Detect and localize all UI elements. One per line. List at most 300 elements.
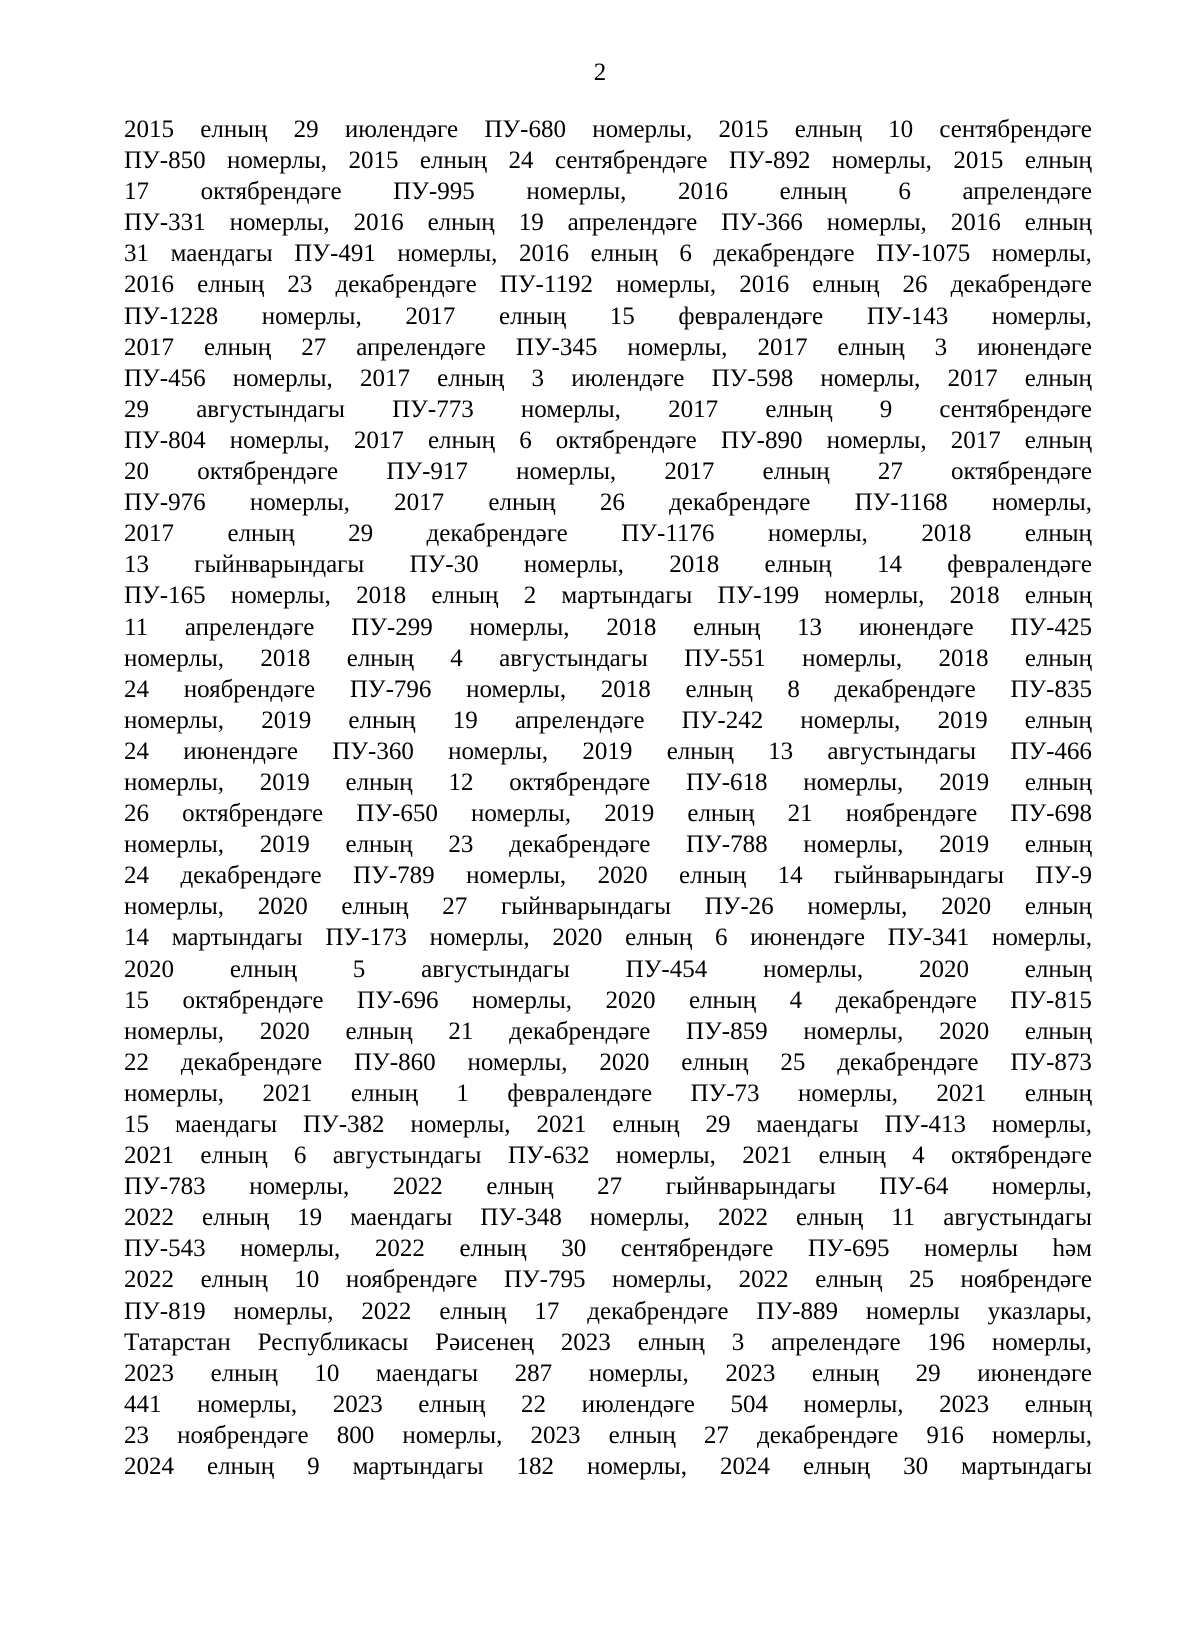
word: елның — [1024, 706, 1092, 734]
word: декабрендәге — [180, 1048, 323, 1076]
word: елның — [1024, 520, 1092, 548]
word: 2022 — [392, 1173, 443, 1201]
text-line — [124, 114, 1092, 145]
word: декабрендәге — [713, 240, 855, 268]
word: номерлы, — [448, 737, 549, 765]
word: 20 — [124, 458, 149, 486]
word: елның — [765, 395, 833, 423]
word: ПУ-299 — [351, 613, 433, 641]
word: ПУ-73 — [690, 1079, 760, 1107]
text-line — [124, 580, 1092, 611]
word: сентябрендәге — [554, 147, 708, 175]
word: номерлы, — [803, 1017, 904, 1045]
word: 24 — [124, 737, 149, 765]
word: номерлы — [924, 1235, 1018, 1263]
word: маендагы — [756, 1111, 859, 1138]
word: 2019 — [582, 737, 633, 765]
word: ПУ-696 — [356, 986, 439, 1014]
word: елның — [1024, 955, 1092, 983]
word: 2018 — [669, 551, 720, 579]
word: елның — [459, 1235, 527, 1263]
text-line — [124, 612, 1092, 643]
word: 6 — [293, 1142, 307, 1170]
word: елның — [612, 1111, 680, 1138]
word: ПУ-819 — [124, 1297, 206, 1325]
word: номерлы, — [991, 240, 1092, 268]
word: 13 — [768, 737, 794, 765]
word: 21 — [448, 1017, 474, 1045]
word: ПУ-242 — [681, 706, 764, 734]
word: номерлы, — [466, 675, 567, 703]
word: 2021 — [124, 1142, 174, 1170]
word: номерлы, — [233, 1297, 334, 1325]
word: 6 — [679, 240, 692, 268]
word: ПУ-348 — [480, 1204, 562, 1232]
word: 21 — [787, 800, 813, 828]
word: номерлы, — [469, 613, 570, 641]
word: номерлы, — [803, 768, 904, 796]
word: 2017 — [757, 333, 808, 361]
word: 14 — [124, 924, 149, 952]
word: 2018 — [606, 613, 657, 641]
word: номерлы, — [249, 489, 350, 517]
word: номерлы, — [429, 924, 530, 952]
word: ПУ-456 — [124, 364, 206, 392]
text-line — [124, 425, 1092, 456]
word: ПУ-788 — [686, 831, 768, 859]
word: 287 — [514, 1359, 553, 1387]
word: 19 — [297, 1204, 323, 1232]
text-line — [124, 549, 1092, 580]
word: ПУ-850 — [124, 147, 206, 175]
word: номерлы, — [800, 706, 901, 734]
text-line — [124, 1047, 1092, 1078]
word: августындагы — [499, 644, 648, 672]
word: 5 — [352, 955, 366, 983]
word: сентябрендәге — [620, 1235, 774, 1263]
word: номерлы, — [592, 116, 693, 143]
word: елның — [1024, 364, 1092, 392]
word: 2022 — [124, 1204, 174, 1232]
word: елның — [200, 1142, 268, 1170]
word: 916 — [926, 1421, 964, 1449]
word: елның — [1024, 1390, 1092, 1418]
word: августындагы — [332, 1142, 482, 1170]
word: елның — [227, 520, 295, 548]
word: ПУ-543 — [124, 1235, 206, 1263]
word: елның — [488, 489, 556, 517]
word: октябрендәге — [182, 986, 324, 1014]
word: номерлы, — [520, 395, 621, 423]
word: августындагы — [421, 955, 570, 983]
word: номерлы, — [397, 240, 498, 268]
word: елның — [427, 426, 496, 454]
word: номерлы, — [124, 644, 225, 672]
word: ноябрендәге — [183, 675, 316, 703]
word: номерлы, — [824, 582, 925, 610]
word: 2024 — [719, 1453, 770, 1481]
word: ПУ-789 — [353, 862, 435, 890]
word: номерлы, — [240, 1235, 341, 1263]
word: 2020 — [918, 955, 969, 983]
word: 2022 — [717, 1204, 768, 1232]
text-line — [124, 798, 1092, 829]
word: ПУ-466 — [1010, 737, 1092, 765]
word: 182 — [516, 1453, 554, 1481]
word: номерлы, — [589, 1204, 690, 1232]
word: ПУ-773 — [392, 395, 474, 423]
text-line — [124, 767, 1092, 798]
word: 2022 — [374, 1235, 425, 1263]
word: апрелендәге — [184, 613, 315, 641]
word: 2023 — [530, 1421, 581, 1449]
word: указлары, — [987, 1297, 1092, 1325]
word: 27 — [301, 333, 327, 361]
word: ПУ-551 — [684, 644, 766, 672]
word: елның — [637, 1328, 705, 1356]
word: 26 — [902, 271, 928, 299]
text-line — [124, 269, 1092, 300]
word: апрелендәге — [771, 1328, 901, 1356]
word: елның — [666, 737, 734, 765]
word: апрелендәге — [514, 706, 645, 734]
text-line — [124, 1296, 1092, 1327]
word: елның — [687, 800, 755, 828]
word: декабрендәге — [837, 1048, 979, 1076]
word: мартындагы — [352, 1453, 484, 1481]
word: ПУ-698 — [1010, 800, 1092, 828]
text-line — [124, 145, 1092, 176]
text-line — [124, 176, 1092, 207]
word: ПУ-454 — [625, 955, 708, 983]
word: 2024 — [124, 1453, 174, 1481]
word: елның — [762, 458, 830, 486]
word: ПУ-796 — [349, 675, 432, 703]
word: 2015 — [953, 147, 1004, 175]
word: октябрендәге — [555, 426, 697, 454]
word: июнендәге — [750, 924, 865, 952]
word: июнендәге — [977, 1359, 1092, 1387]
word: 2020 — [257, 893, 308, 921]
word: февралендәге — [678, 302, 824, 330]
word: номерлы, — [797, 1079, 898, 1107]
text-line — [124, 1358, 1092, 1389]
text-line — [124, 736, 1092, 767]
word: номерлы, — [991, 1328, 1092, 1356]
word: 27 — [703, 1421, 729, 1449]
word: 2017 — [394, 489, 445, 517]
word: 30 — [561, 1235, 587, 1263]
word: елның — [688, 986, 757, 1014]
word: гыйнварындагы — [194, 551, 365, 579]
word: елның — [802, 1453, 871, 1481]
text-line — [124, 363, 1092, 394]
word: декабрендәге — [180, 862, 322, 890]
word: елның — [210, 1359, 278, 1387]
text-line — [124, 1078, 1092, 1109]
word: ПУ-1228 — [124, 302, 219, 330]
word: ПУ-1176 — [621, 520, 715, 548]
word: елның — [345, 831, 413, 859]
word: елның — [1024, 1017, 1092, 1045]
word: 2017 — [950, 426, 1001, 454]
word: 27 — [442, 893, 468, 921]
text-line — [124, 1233, 1092, 1264]
word: 14 — [777, 862, 803, 890]
text-line — [124, 705, 1092, 736]
word: номерлы, — [615, 1142, 716, 1170]
word: ПУ-382 — [302, 1111, 385, 1138]
word: номерлы, — [763, 955, 864, 983]
word: гыйнварындагы — [834, 862, 1004, 890]
word: 14 — [876, 551, 902, 579]
word: номерлы — [865, 1297, 960, 1325]
word: номерлы, — [991, 924, 1092, 952]
word: 2016 — [739, 271, 790, 299]
word: ПУ-976 — [124, 489, 206, 517]
word: мартындагы — [561, 582, 693, 610]
word: декабрендәге — [835, 986, 977, 1014]
word: елның — [1024, 147, 1092, 175]
word: декабрендәге — [756, 1421, 899, 1449]
word: номерлы, — [124, 768, 225, 796]
word: 2018 — [260, 644, 311, 672]
word: 26 — [124, 800, 149, 828]
word: номерлы, — [197, 1390, 298, 1418]
text-line — [124, 487, 1092, 518]
word: ноябрендәге — [845, 800, 978, 828]
word: августындагы — [196, 395, 345, 423]
word: номерлы, — [586, 1453, 687, 1481]
word: апрелендәге — [962, 178, 1092, 206]
word: ПУ-331 — [124, 209, 206, 237]
word: 2017 — [124, 333, 174, 361]
word: елның — [590, 240, 658, 268]
text-line — [124, 922, 1092, 953]
text-line — [124, 1420, 1092, 1451]
word: номерлы, — [523, 551, 624, 579]
text-line — [124, 1202, 1092, 1233]
word: 11 — [124, 613, 149, 641]
word: 2019 — [939, 768, 990, 796]
word: ПУ-598 — [711, 364, 794, 392]
word: 24 — [508, 147, 534, 175]
word: ПУ-815 — [1010, 986, 1092, 1014]
word: номерлы, — [124, 1017, 225, 1045]
text-line — [124, 1389, 1092, 1420]
word: 2021 — [936, 1079, 987, 1107]
word: елның — [202, 1204, 270, 1232]
word: октябрендәге — [197, 458, 339, 486]
word: ПУ-9 — [1035, 862, 1092, 890]
word: 2023 — [725, 1359, 776, 1387]
word: номерлы, — [991, 1421, 1092, 1449]
word: 10 — [294, 1266, 320, 1294]
word: 2017 — [124, 520, 174, 548]
text-line — [124, 643, 1092, 674]
document-body — [124, 114, 1092, 1482]
word: 2019 — [937, 706, 988, 734]
word: елның — [1024, 768, 1092, 796]
word: ПУ-165 — [124, 582, 206, 610]
word: декабрендәге — [587, 1297, 729, 1325]
word: ПУ-173 — [325, 924, 407, 952]
word: елның — [1024, 582, 1092, 610]
word: номерлы, — [516, 458, 617, 486]
word: 6 — [898, 178, 911, 206]
word: 19 — [452, 706, 478, 734]
text-line — [124, 518, 1092, 549]
word: елның — [439, 1297, 507, 1325]
word: 17 — [124, 178, 149, 206]
word: 29 — [915, 1359, 941, 1387]
word: ПУ-695 — [807, 1235, 890, 1263]
word: елның — [418, 1390, 486, 1418]
word: елның — [204, 333, 272, 361]
word: июнендәге — [977, 333, 1092, 361]
word: 2015 — [348, 147, 399, 175]
word: 2019 — [259, 831, 310, 859]
word: 2020 — [597, 862, 648, 890]
word: номерлы, — [820, 364, 921, 392]
word: декабрендәге — [335, 271, 477, 299]
word: номерлы, — [124, 831, 225, 859]
word: ПУ-995 — [393, 178, 475, 206]
word: ПУ-64 — [879, 1173, 949, 1201]
word: номерлы, — [402, 1421, 503, 1449]
word: декабрендәге — [950, 271, 1092, 299]
text-line — [124, 301, 1092, 332]
word: елның — [812, 271, 880, 299]
word: ПУ-890 — [720, 426, 803, 454]
word: ноябрендәге — [345, 1266, 478, 1294]
word: номерлы, — [588, 1359, 689, 1387]
word: мартындагы — [961, 1453, 1092, 1481]
word: 441 — [124, 1390, 162, 1418]
word: номерлы, — [526, 178, 627, 206]
word: августындагы — [827, 737, 977, 765]
word: ПУ-341 — [887, 924, 970, 952]
word: елның — [341, 893, 409, 921]
word: 2020 — [552, 924, 603, 952]
word: номерлы, — [227, 147, 328, 175]
word: октябрендәге — [509, 768, 651, 796]
word: 19 — [518, 209, 544, 237]
word: номерлы, — [991, 1111, 1092, 1138]
word: апрелендәге — [567, 209, 698, 237]
word: сентябрендәге — [939, 395, 1092, 423]
word: 2020 — [939, 1017, 990, 1045]
word: ПУ-783 — [124, 1173, 206, 1201]
word: елның — [608, 1421, 676, 1449]
word: номерлы, — [991, 302, 1092, 330]
word: 29 — [348, 520, 374, 548]
word: елның — [1024, 209, 1092, 237]
word: номерлы, — [612, 1266, 713, 1294]
word: 13 — [124, 551, 149, 579]
word: елның — [779, 178, 847, 206]
word: июнендәге — [858, 613, 974, 641]
word: номерлы, — [471, 800, 572, 828]
word: ПУ-859 — [686, 1017, 768, 1045]
word: 2017 — [947, 364, 998, 392]
word: елның — [1024, 1079, 1092, 1107]
word: 2015 — [124, 116, 174, 143]
word: 24 — [124, 862, 149, 890]
word: 2020 — [941, 893, 992, 921]
word: 2023 — [939, 1390, 990, 1418]
word: 15 — [124, 986, 149, 1014]
word: 2020 — [259, 1017, 310, 1045]
text-line — [124, 829, 1092, 860]
word: 22 — [521, 1390, 547, 1418]
word: 23 — [124, 1421, 149, 1449]
text-line — [124, 1264, 1092, 1295]
word: июлендәге — [581, 1390, 695, 1418]
word: елның — [419, 147, 488, 175]
word: 2 — [523, 582, 537, 610]
word: августындагы — [943, 1204, 1092, 1232]
word: 23 — [448, 831, 474, 859]
word: елның — [1024, 831, 1092, 859]
word: маендагы — [174, 1111, 278, 1138]
word: елның — [811, 1359, 880, 1387]
word: номерлы, — [467, 1048, 568, 1076]
word: маендагы — [375, 1359, 479, 1387]
word: 2019 — [261, 706, 312, 734]
word: елның — [345, 768, 413, 796]
text-line — [124, 985, 1092, 1016]
word: 2023 — [124, 1359, 174, 1387]
word: 2020 — [605, 986, 656, 1014]
word: номерлы, — [803, 831, 904, 859]
word: елның — [206, 1453, 275, 1481]
word: гыйнварындагы — [500, 893, 671, 921]
word: 2021 — [262, 1079, 313, 1107]
word: номерлы, — [802, 644, 903, 672]
word: 2016 — [124, 271, 174, 299]
word: елның — [350, 1079, 418, 1107]
word: 30 — [903, 1453, 929, 1481]
word: номерлы, — [767, 520, 868, 548]
word: ПУ-860 — [354, 1048, 436, 1076]
word: ноябрендәге — [177, 1421, 309, 1449]
word: елның — [679, 862, 747, 890]
word: ПУ-1075 — [876, 240, 971, 268]
word: номерлы, — [124, 706, 225, 734]
word: 25 — [908, 1266, 934, 1294]
word: 23 — [287, 271, 313, 299]
word: 26 — [599, 489, 625, 517]
word: номерлы, — [991, 1173, 1092, 1201]
text-line — [124, 238, 1092, 269]
word: 25 — [780, 1048, 806, 1076]
word: 31 — [124, 240, 149, 268]
word: елның — [200, 116, 268, 143]
word: 2019 — [939, 831, 990, 859]
word: октябрендәге — [200, 178, 342, 206]
word: номерлы, — [472, 986, 573, 1014]
word: 2016 — [353, 209, 404, 237]
word: 13 — [797, 613, 823, 641]
word: ПУ-345 — [515, 333, 598, 361]
text-line — [124, 456, 1092, 487]
word: 2017 — [353, 426, 404, 454]
word: ПУ-26 — [704, 893, 774, 921]
word: ПУ-835 — [1010, 675, 1092, 703]
word: февралендәге — [947, 551, 1092, 579]
word: елның — [764, 551, 832, 579]
